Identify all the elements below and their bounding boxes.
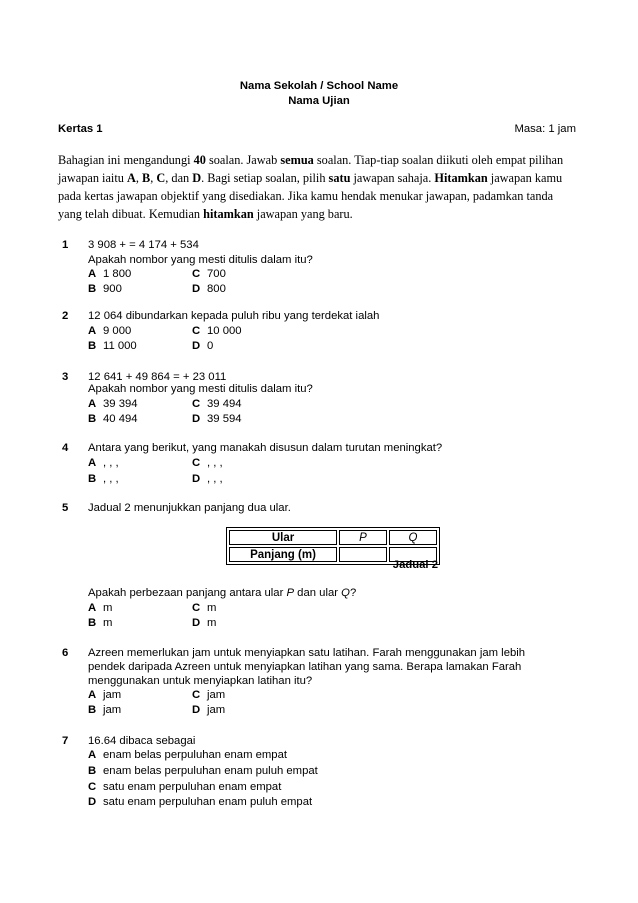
option-a: A 39 394 [88, 398, 138, 410]
question-text: 3 908 + = 4 174 + 534 [88, 239, 199, 251]
option-c: C 39 494 [192, 398, 242, 410]
question-number: 7 [62, 735, 69, 747]
question-text: 12 641 + 49 864 = + 23 011 [88, 371, 227, 383]
option-c: C 700 [192, 268, 226, 280]
question-text: Apakah nombor yang mesti ditulis dalam itu? [88, 254, 313, 266]
paper-label: Kertas 1 [58, 123, 103, 135]
option-b: B m [88, 617, 113, 629]
option-a: A enam belas perpuluhan enam empat [88, 749, 288, 761]
question-text: Azreen memerlukan jam untuk menyiapkan satu latihan. Farah menggunakan jam lebih [88, 647, 526, 659]
option-d: D 800 [192, 283, 226, 295]
exam-name: Nama Ujian [288, 95, 350, 107]
question-text: pendek daripada Azreen untuk menyiapkan latihan yang sama. Berapa lamakan Farah [88, 661, 522, 673]
table-caption: Jadual 2 [392, 559, 438, 571]
option-b: B 900 [88, 283, 122, 295]
option-b: B jam [88, 704, 122, 716]
question-text: menggunakan untuk menyiapkan latihan itu? [88, 675, 313, 687]
question-text: 16.64 dibaca sebagai [88, 735, 196, 747]
question-number: 6 [62, 647, 69, 659]
question-number: 5 [62, 502, 69, 514]
question-text: Apakah perbezaan panjang antara ular P dan ular Q? [88, 587, 357, 599]
option-c: C m [192, 602, 217, 614]
question-number: 2 [62, 310, 69, 322]
option-c: C satu enam perpuluhan enam empat [88, 781, 282, 793]
option-d: D m [192, 617, 217, 629]
time-label: Masa: 1 jam [514, 123, 576, 135]
question-text: Apakah nombor yang mesti ditulis dalam itu? [88, 383, 313, 395]
option-d: D 0 [192, 340, 214, 352]
option-a: A m [88, 602, 113, 614]
table-row-label: Panjang (m) [229, 547, 337, 562]
option-a: A jam [88, 689, 122, 701]
option-b: B enam belas perpuluhan enam puluh empat [88, 765, 318, 777]
table-header-p: P [339, 530, 387, 545]
question-text: Antara yang berikut, yang manakah disusun dalam turutan meningkat? [88, 442, 443, 454]
question-number: 1 [62, 239, 69, 251]
question-text: Jadual 2 menunjukkan panjang dua ular. [88, 502, 291, 514]
option-d: D satu enam perpuluhan enam puluh empat [88, 796, 313, 808]
table-header-ular: Ular [229, 530, 337, 545]
option-b: B , , , [88, 473, 119, 485]
option-c: C 10 000 [192, 325, 242, 337]
option-b: B 11 000 [88, 340, 137, 352]
option-c: C jam [192, 689, 226, 701]
option-c: C , , , [192, 457, 223, 469]
option-a: A 9 000 [88, 325, 132, 337]
option-b: B 40 494 [88, 413, 138, 425]
option-a: A , , , [88, 457, 119, 469]
instructions: Bahagian ini mengandungi 40 soalan. Jawab semua soalan. Tiap-tiap soalan diikuti oleh empat pilihan jawapan iaitu A, B, C, dan D. Bagi setiap soalan, pilih satu jawapan sahaja. Hitamkan jawapan kamu pada kertas jawapan objektif yang disediakan. Jika kamu hendak menukar jawapan, padamkan tanda yang telah dibuat. Kemudian hitamkan jawapan yang baru. [58, 153, 564, 221]
option-d: D jam [192, 704, 226, 716]
option-a: A 1 800 [88, 268, 132, 280]
option-d: D 39 594 [192, 413, 242, 425]
question-number: 3 [62, 371, 69, 383]
table-header-q: Q [389, 530, 437, 545]
school-name: Nama Sekolah / School Name [239, 80, 399, 92]
question-number: 4 [62, 442, 69, 454]
option-d: D , , , [192, 473, 223, 485]
question-text: 12 064 dibundarkan kepada puluh ribu yang terdekat ialah [88, 310, 380, 322]
